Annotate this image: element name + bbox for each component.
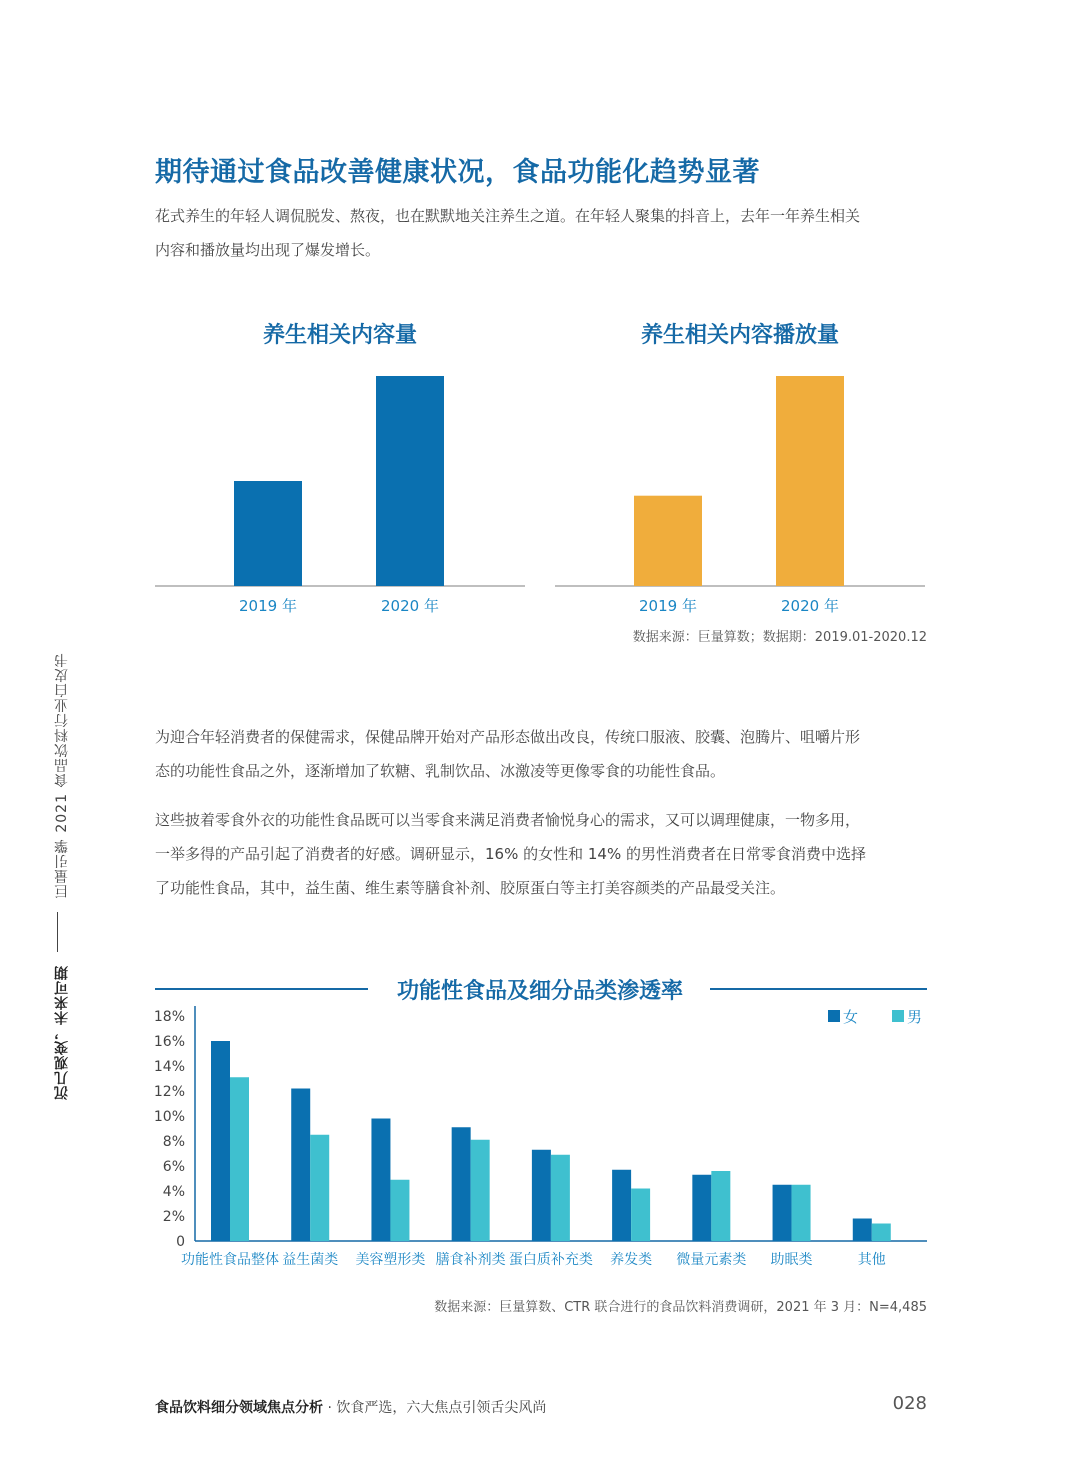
chart-3-bar-male-2 (390, 1180, 409, 1241)
legend-swatch-female (828, 1010, 840, 1022)
chart-3-bar-female-6 (692, 1175, 711, 1241)
chart-3-ytick-7: 14% (153, 1059, 185, 1075)
para2-line-2: 态的功能性食品之外，逐渐增加了软糖、乳制饮品、冰激凌等更像零食的功能性食品。 (155, 762, 726, 780)
chart-3-ytick-4: 8% (162, 1134, 185, 1150)
chart-3-xlabel-7: 助眠类 (770, 1252, 813, 1268)
chart-1-xlabel-1: 2020 年 (381, 597, 439, 615)
chart-3-bar-male-1 (310, 1135, 329, 1241)
sidebar-divider (58, 912, 59, 952)
chart-2-xlabel-1: 2020 年 (781, 597, 839, 615)
chart-3-ytick-3: 6% (162, 1159, 185, 1175)
chart-3-ytick-1: 2% (162, 1209, 185, 1225)
chart-3-xlabel-2: 美容塑形类 (355, 1252, 426, 1268)
chart-2-xlabel-0: 2019 年 (639, 597, 697, 615)
chart-3-bar-female-1 (291, 1089, 310, 1242)
chart-3-bar-male-4 (551, 1155, 570, 1241)
chart-3-xlabel-8: 其他 (857, 1252, 886, 1268)
sidebar-vertical-text (52, 652, 82, 1100)
footer-subtitle: 饮食严选，六大焦点引领舌尖风尚 (336, 1400, 547, 1416)
chart-1-title: 养生相关内容量 (262, 323, 418, 348)
chart-3-title: 功能性食品及细分品类渗透率 (396, 979, 684, 1004)
chart-3-bar-female-7 (773, 1185, 792, 1241)
source-note-1: 数据来源：巨量算数；数据期：2019.01-2020.12 (632, 630, 927, 645)
chart-3-xlabel-5: 养发类 (610, 1252, 653, 1268)
penetration-chart (150, 965, 940, 1280)
chart-3-bar-male-6 (711, 1171, 730, 1241)
chart-3-ytick-9: 18% (153, 1009, 185, 1025)
chart-3-ytick-0: 0 (176, 1234, 185, 1250)
chart-3-xlabel-1: 益生菌类 (282, 1252, 339, 1268)
chart-3-bar-female-8 (853, 1219, 872, 1242)
chart-3-bar-female-5 (612, 1170, 631, 1241)
page-number: 028 (892, 1393, 927, 1414)
chart-3-bar-male-3 (471, 1140, 490, 1241)
chart-3-xlabel-3: 膳食补剂类 (435, 1252, 506, 1268)
footer-separator: · (323, 1400, 337, 1416)
chart-2-title: 养生相关内容播放量 (640, 323, 840, 348)
chart-3-xlabel-0: 功能性食品整体 (181, 1252, 279, 1268)
legend-swatch-male (892, 1010, 904, 1022)
footer-bold-text: 食品饮料细分领域焦点分析 (155, 1400, 323, 1416)
chart-3-bar-female-4 (532, 1150, 551, 1241)
paragraph-2 (155, 720, 930, 788)
intro-line-2: 内容和播放量均出现了爆发增长。 (155, 241, 381, 259)
footer-section-label (155, 1397, 546, 1417)
chart-3-bar-male-8 (872, 1224, 891, 1242)
chart-3-xlabel-6: 微量元素类 (676, 1252, 747, 1268)
chart-3-ytick-8: 16% (153, 1034, 185, 1050)
chart-2-bar-0 (634, 496, 702, 586)
para2-line-1: 为迎合年轻消费者的保健需求，保健品牌开始对产品形态做出改良，传统口服液、胶囊、泡腾片、咀嚼片形 (155, 728, 861, 746)
legend-label-female: 女 (843, 1008, 859, 1026)
chart-1-xlabel-0: 2019 年 (239, 597, 297, 615)
chart-3-bar-male-7 (792, 1185, 811, 1241)
intro-paragraph (155, 199, 930, 267)
chart-3-bar-male-5 (631, 1189, 650, 1242)
chart-3-bar-female-2 (371, 1119, 390, 1242)
chart-2-bar-1 (776, 376, 844, 586)
source-note-2: 数据来源：巨量算数、CTR 联合进行的食品饮料消费调研，2021 年 3 月：N=4,485 (434, 1300, 927, 1315)
chart-3-ytick-2: 4% (162, 1184, 185, 1200)
para3-line-2: 一举多得的产品引起了消费者的好感。调研显示，16% 的女性和 14% 的男性消费者在日常零食消费中选择 (155, 845, 866, 863)
para3-line-1: 这些披着零食外衣的功能性食品既可以当零食来满足消费者愉悦身心的需求，又可以调理健康，一物多用， (155, 811, 861, 829)
chart-3-bar-female-3 (452, 1127, 471, 1241)
chart-3-ytick-6: 12% (153, 1084, 185, 1100)
page-title: 期待通过食品改善健康状况，食品功能化趋势显著 (155, 157, 760, 188)
sidebar-report-name: 巨量引擎 2021 食品饮料行业白皮书 (54, 652, 70, 899)
sidebar-bold-text: 沉几观变，未来可期 (54, 965, 70, 1100)
intro-line-1: 花式养生的年轻人调侃脱发、熬夜，也在默默地关注养生之道。在年轻人聚集的抖音上，去年一年养生相关 (155, 207, 861, 225)
chart-3-bar-male-0 (230, 1077, 249, 1241)
chart-3-xlabel-4: 蛋白质补充类 (508, 1252, 593, 1268)
chart-3-ytick-5: 10% (153, 1109, 185, 1125)
chart-1-bar-1 (376, 376, 444, 586)
chart-3-bar-female-0 (211, 1041, 230, 1241)
top-charts (140, 310, 940, 650)
chart-1-bar-0 (234, 481, 302, 586)
para3-line-3: 了功能性食品，其中，益生菌、维生素等膳食补剂、胶原蛋白等主打美容颜类的产品最受关注。 (155, 879, 786, 897)
legend-label-male: 男 (907, 1008, 923, 1026)
paragraph-3 (155, 803, 930, 905)
